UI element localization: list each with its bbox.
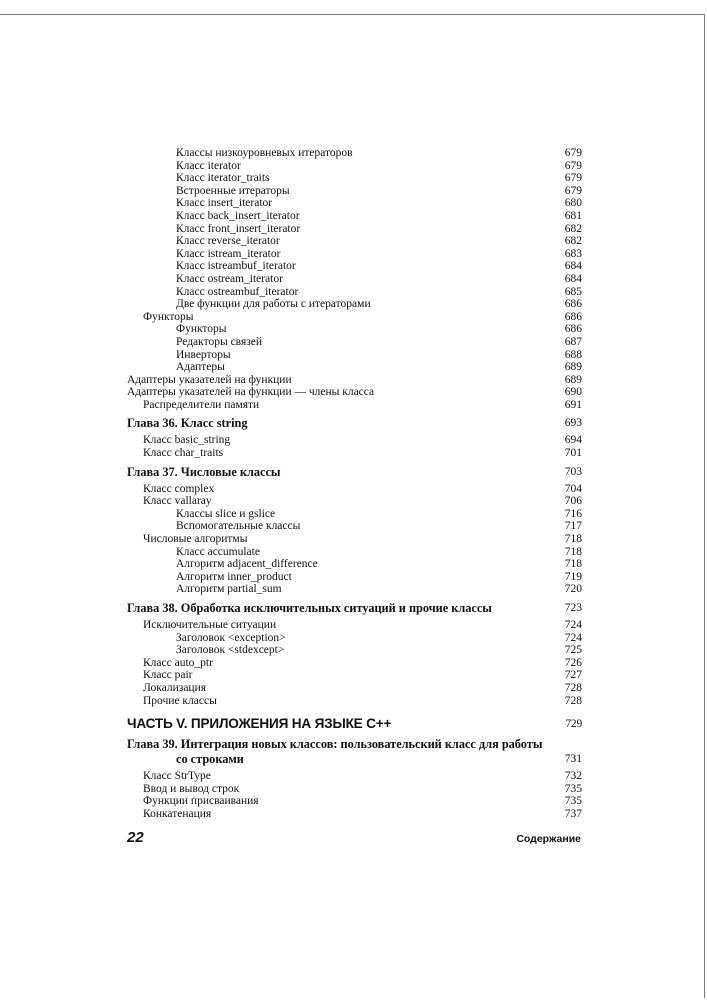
toc-entry-title: Прочие классы xyxy=(143,694,217,707)
toc-entry xyxy=(127,682,582,695)
toc-entry-title: Функции присваивания xyxy=(143,795,259,808)
toc-entry-title: Распределители памяти xyxy=(143,398,260,411)
toc-entry-title: Класс ostream_iterator xyxy=(176,272,283,285)
toc-entry xyxy=(127,533,582,546)
toc-entry xyxy=(127,808,582,821)
toc-entry-page-number: 679 xyxy=(564,184,582,197)
toc-entry-page-number: 718 xyxy=(564,545,582,558)
toc-entry-title: Алгоритм inner_product xyxy=(176,570,292,583)
table-of-contents xyxy=(127,147,582,821)
toc-entry-title: Инверторы xyxy=(176,348,231,361)
toc-chapter-heading xyxy=(127,737,582,767)
toc-entry xyxy=(127,783,582,796)
toc-entry xyxy=(127,695,582,708)
toc-entry-title: Функторы xyxy=(176,323,227,336)
toc-entry xyxy=(127,495,582,508)
toc-entry-page-number: 706 xyxy=(564,495,582,508)
toc-entry xyxy=(127,160,582,173)
toc-entry-page-number: 682 xyxy=(564,235,582,248)
toc-entry-page-number: 684 xyxy=(564,260,582,273)
toc-entry-page-number: 681 xyxy=(564,209,582,222)
toc-entry-page-number: 725 xyxy=(564,644,582,657)
toc-entry xyxy=(127,386,582,399)
toc-entry-title: Класс char_traits xyxy=(143,447,224,460)
toc-entry-page-number: 723 xyxy=(564,602,582,614)
toc-entry-title: Класс istream_iterator xyxy=(176,247,281,260)
toc-entry xyxy=(127,558,582,571)
toc-entry xyxy=(127,546,582,559)
toc-entry xyxy=(127,583,582,596)
toc-entry-page-number: 731 xyxy=(564,753,582,766)
toc-entry-page-number: 691 xyxy=(564,398,582,411)
toc-entry xyxy=(127,248,582,261)
toc-entry-title: Класс ostreambuf_iterator xyxy=(176,285,299,298)
toc-entry xyxy=(127,434,582,447)
toc-entry xyxy=(127,323,582,336)
toc-entry-page-number: 718 xyxy=(564,558,582,571)
toc-entry xyxy=(127,223,582,236)
toc-entry-page-number: 720 xyxy=(564,583,582,596)
toc-entry-page-number: 716 xyxy=(564,507,582,520)
toc-entry xyxy=(127,286,582,299)
toc-entry-page-number: 693 xyxy=(564,417,582,430)
toc-entry-title: Локализация xyxy=(143,681,207,694)
toc-entry-title: Встроенные итераторы xyxy=(176,184,290,197)
toc-entry-title: Адаптеры xyxy=(176,361,225,374)
toc-entry xyxy=(127,669,582,682)
toc-entry-page-number: 728 xyxy=(564,694,582,707)
toc-entry xyxy=(127,185,582,198)
toc-entry xyxy=(127,147,582,160)
toc-entry-page-number: 727 xyxy=(564,669,582,682)
toc-entry xyxy=(127,298,582,311)
toc-entry-page-number: 704 xyxy=(564,482,582,495)
toc-entry-page-number: 694 xyxy=(564,434,582,447)
toc-entry-page-number: 688 xyxy=(564,348,582,361)
toc-entry xyxy=(127,210,582,223)
toc-entry-page-number: 680 xyxy=(564,197,582,210)
toc-entry-page-number: 732 xyxy=(564,770,582,783)
toc-entry-page-number: 679 xyxy=(564,147,582,159)
toc-entry-page-number: 737 xyxy=(564,807,582,820)
toc-entry-title: Класс complex xyxy=(143,482,215,495)
toc-entry-page-number: 729 xyxy=(565,718,582,731)
toc-entry xyxy=(127,273,582,286)
toc-entry-page-number: 703 xyxy=(564,465,582,478)
toc-entry-title: Глава 36. Класс string xyxy=(127,416,248,431)
toc-entry-title: Класс basic_string xyxy=(143,434,231,447)
toc-entry-page-number: 686 xyxy=(564,323,582,336)
toc-entry-title: Алгоритм partial_sum xyxy=(176,583,282,596)
toc-entry xyxy=(127,172,582,185)
toc-entry xyxy=(127,632,582,645)
page-number: 22 xyxy=(127,829,144,846)
toc-entry-title: ЧАСТЬ V. ПРИЛОЖЕНИЯ НА ЯЗЫКЕ C++ xyxy=(127,716,392,732)
toc-entry xyxy=(127,657,582,670)
toc-entry-page-number: 686 xyxy=(564,298,582,311)
toc-entry-title: Ввод и вывод строк xyxy=(143,782,240,795)
toc-entry-title: Классы slice и gslice xyxy=(176,507,276,520)
toc-entry xyxy=(127,197,582,210)
toc-entry-title: Класс pair xyxy=(143,669,193,682)
toc-entry-page-number: 689 xyxy=(564,373,582,386)
toc-entry xyxy=(127,795,582,808)
toc-entry-title: Класс back_insert_iterator xyxy=(176,209,300,222)
toc-entry xyxy=(127,770,582,783)
toc-entry-page-number: 717 xyxy=(564,520,582,533)
toc-entry xyxy=(127,235,582,248)
toc-entry-title: Адаптеры указателей на функции xyxy=(127,373,292,386)
toc-entry xyxy=(127,520,582,533)
toc-chapter-heading xyxy=(127,416,582,431)
toc-entry-title: Две функции для работы с итераторами xyxy=(176,298,371,311)
toc-entry-title: Класс istreambuf_iterator xyxy=(176,260,296,273)
toc-entry xyxy=(127,483,582,496)
toc-entry-page-number: 728 xyxy=(564,681,582,694)
toc-entry-title: Класс accumulate xyxy=(176,545,260,558)
toc-entry xyxy=(127,447,582,460)
toc-entry-title: Класс StrType xyxy=(143,770,211,783)
toc-entry-title: Заголовок <exception> xyxy=(176,631,286,644)
toc-entry-page-number: 689 xyxy=(564,361,582,374)
running-footer-title: Содержание xyxy=(516,833,581,845)
toc-entry-title: Исключительные ситуации xyxy=(143,619,277,631)
toc-entry-page-number: 682 xyxy=(564,222,582,235)
toc-entry-title-continued: со строками xyxy=(176,751,244,766)
toc-entry-title: Класс front_insert_iterator xyxy=(176,222,301,235)
toc-entry xyxy=(127,571,582,584)
toc-entry xyxy=(127,508,582,521)
toc-entry xyxy=(127,644,582,657)
toc-entry-title: Функторы xyxy=(143,310,194,323)
toc-entry-page-number: 701 xyxy=(564,447,582,460)
toc-entry-page-number: 718 xyxy=(564,533,582,546)
toc-entry-title: Класс vallaray xyxy=(143,495,212,508)
toc-entry-title: Глава 38. Обработка исключительных ситуаций и прочие классы xyxy=(127,601,492,615)
toc-entry xyxy=(127,399,582,412)
toc-entry-page-number: 686 xyxy=(564,310,582,323)
toc-entry xyxy=(127,311,582,324)
toc-entry-title: Глава 37. Числовые классы xyxy=(127,464,281,479)
toc-entry-page-number: 724 xyxy=(564,619,582,631)
toc-entry-title: Класс iterator_traits xyxy=(176,172,270,185)
toc-entry xyxy=(127,619,582,632)
toc-entry-title: Класс reverse_iterator xyxy=(176,235,280,248)
toc-entry-page-number: 685 xyxy=(564,285,582,298)
toc-entry-page-number: 719 xyxy=(564,570,582,583)
toc-entry-title: Редакторы связей xyxy=(176,335,263,348)
toc-chapter-heading xyxy=(127,601,582,616)
toc-entry-title: Адаптеры указателей на функции — члены класса xyxy=(127,386,375,399)
toc-entry-title: Числовые алгоритмы xyxy=(143,533,248,546)
toc-entry-title: Вспомогательные классы xyxy=(176,520,301,533)
toc-entry xyxy=(127,361,582,374)
toc-entry xyxy=(127,374,582,387)
toc-entry-title: Конкатенация xyxy=(143,807,212,820)
toc-entry-page-number: 735 xyxy=(564,795,582,808)
toc-entry-title: Глава 39. Интеграция новых классов: пользовательский класс для работы xyxy=(127,737,543,752)
toc-entry-title: Класс auto_ptr xyxy=(143,656,213,669)
toc-entry-page-number: 735 xyxy=(564,782,582,795)
toc-entry xyxy=(127,260,582,273)
toc-entry-page-number: 690 xyxy=(564,386,582,399)
toc-entry-title: Класс insert_iterator xyxy=(176,197,273,210)
toc-entry-page-number: 679 xyxy=(564,172,582,185)
toc-entry xyxy=(127,349,582,362)
toc-entry-page-number: 683 xyxy=(564,247,582,260)
toc-part-heading xyxy=(127,715,582,733)
toc-entry-title: Классы низкоуровневых итераторов xyxy=(176,147,353,159)
toc-entry xyxy=(127,336,582,349)
toc-entry-title: Алгоритм adjacent_difference xyxy=(176,558,318,571)
toc-entry-page-number: 726 xyxy=(564,656,582,669)
toc-entry-title: Заголовок <stdexcept> xyxy=(176,644,285,657)
toc-entry-page-number: 679 xyxy=(564,159,582,172)
toc-entry-title: Класс iterator xyxy=(176,159,241,172)
toc-entry-page-number: 684 xyxy=(564,272,582,285)
toc-entry-page-number: 687 xyxy=(564,335,582,348)
toc-chapter-heading xyxy=(127,465,582,480)
toc-entry-page-number: 724 xyxy=(564,631,582,644)
